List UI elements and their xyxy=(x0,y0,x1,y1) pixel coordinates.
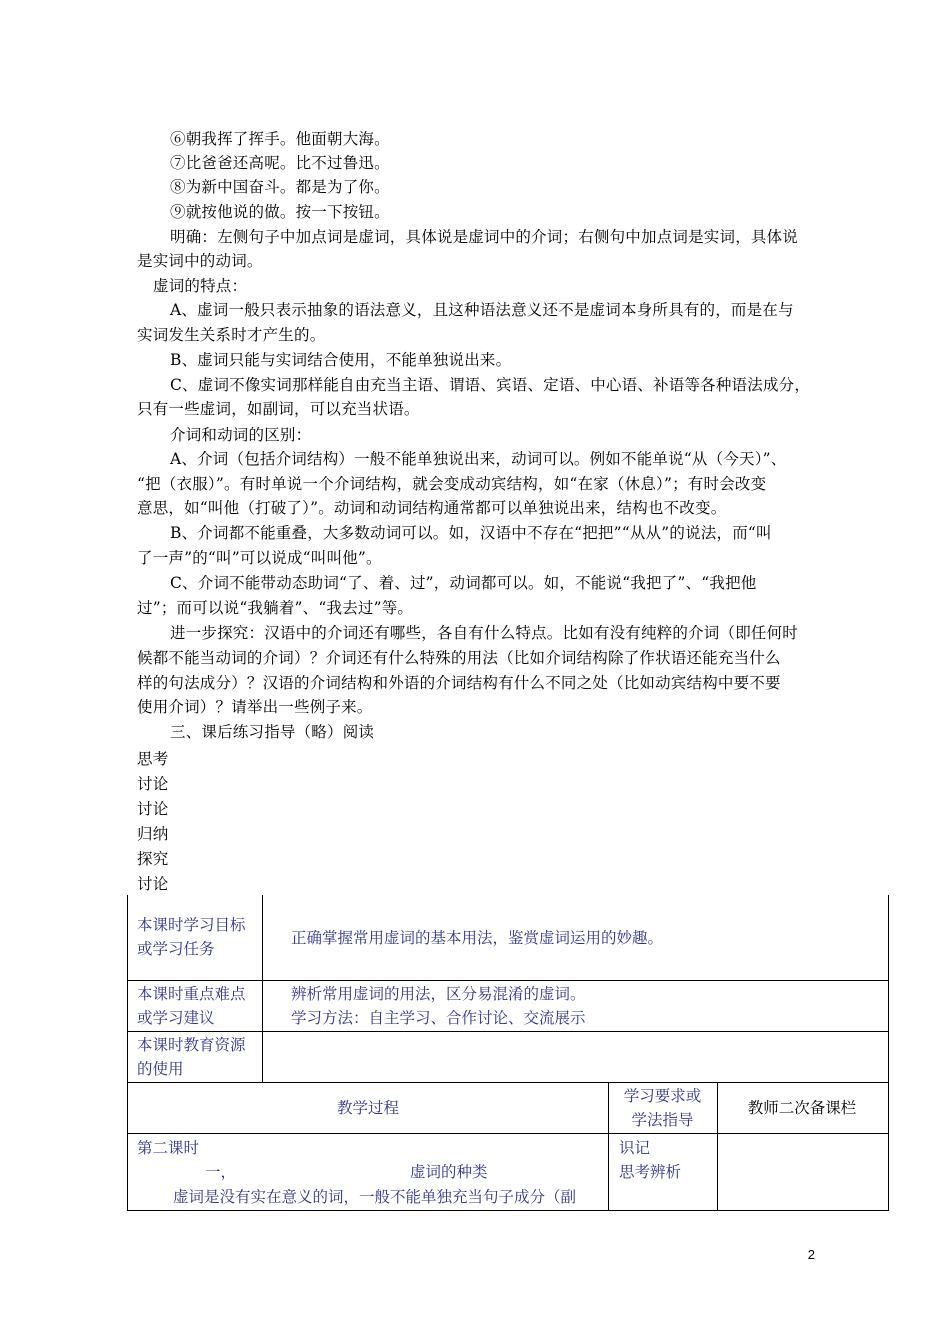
key-text-line-2: 学习方法：自主学习、合作讨论、交流展示 xyxy=(291,1009,586,1027)
feature-c-line-2: 只有一些虚词，如副词，可以充当状语。 xyxy=(137,400,420,418)
section-3: 三、课后练习指导（略）阅读 xyxy=(170,723,375,741)
goal-label xyxy=(137,913,246,961)
key-text-line-1: 辨析常用虚词的用法，区分易混淆的虚词。 xyxy=(291,985,586,1003)
divider xyxy=(262,895,263,980)
key-text xyxy=(291,982,586,1030)
further-line-2: 候都不能当动词的介词）？介词还有什么特殊的用法（比如介词结构除了作状语还能充当什么 xyxy=(137,649,781,667)
resource-label-line-2: 的使用 xyxy=(137,1060,184,1078)
resource-label xyxy=(137,1033,246,1081)
diff-a-line-3: 意思，如“叫他（打破了）”。动词和动词结构通常都可以单独说出来，结构也不改变。 xyxy=(137,499,727,517)
clarify-line-1: 明确：左侧句子中加点词是虚词，具体说是虚词中的介词；右侧句中加点词是实词，具体说 xyxy=(170,228,799,246)
example-8: ⑧为新中国奋斗。都是为了你。 xyxy=(170,178,390,196)
diff-title: 介词和动词的区别： xyxy=(170,426,312,444)
key-label xyxy=(137,982,246,1030)
divider xyxy=(262,1032,263,1082)
side-label: 思考 xyxy=(137,750,169,768)
example-7: ⑦比爸爸还高呢。比不过鲁迅。 xyxy=(170,154,390,172)
requirement-line-2: 思考辨析 xyxy=(619,1163,682,1181)
side-label: 探究 xyxy=(137,850,169,868)
diff-b-line-2: 了一声”的“叫”可以说成“叫叫他”。 xyxy=(137,549,382,567)
side-label: 讨论 xyxy=(137,875,169,893)
side-label: 归纳 xyxy=(137,825,169,843)
header-requirement-line-2: 学法指导 xyxy=(631,1111,694,1129)
example-9: ⑨就按他说的做。按一下按钮。 xyxy=(170,203,390,221)
resource-row xyxy=(128,1032,888,1083)
goal-label-line-2: 或学习任务 xyxy=(137,940,215,958)
requirement-line-1: 识记 xyxy=(619,1139,651,1157)
item-text: 虚词是没有实在意义的词，一般不能单独充当句子成分（副 xyxy=(173,1188,577,1206)
diff-c-line-2: 过”；而可以说“我躺着”、“我去过”等。 xyxy=(137,599,414,617)
process-content-row xyxy=(128,1134,888,1210)
key-label-line-1: 本课时重点难点 xyxy=(137,985,246,1003)
diff-a-line-2: “把（衣服）”。有时单说一个介词结构，就会变成动宾结构，如“在家（休息）”；有时会改变 xyxy=(137,475,767,493)
key-row xyxy=(128,981,888,1032)
goal-row xyxy=(128,895,888,981)
feature-a-line-2: 实词发生关系时才产生的。 xyxy=(137,326,326,344)
process-header-row xyxy=(128,1083,888,1134)
divider xyxy=(717,1134,718,1210)
feature-a-line-1: A、虚词一般只表示抽象的语法意义，且这种语法意义还不是虚词本身所具有的，而是在与 xyxy=(170,301,794,319)
header-process: 教学过程 xyxy=(336,1099,399,1117)
item-number: 一， xyxy=(205,1163,237,1181)
further-line-3: 样的句法成分）？汉语的介词结构和外语的介词结构有什么不同之处（比如动宾结构中要不要 xyxy=(137,674,781,692)
resource-label-line-1: 本课时教育资源 xyxy=(137,1036,246,1054)
example-6: ⑥朝我挥了挥手。他面朝大海。 xyxy=(170,130,390,148)
key-label-line-2: 或学习建议 xyxy=(137,1009,215,1027)
lesson-plan-table xyxy=(127,895,889,1211)
page-number: 2 xyxy=(807,1247,815,1262)
feature-c-line-1: C、虚词不像实词那样能自由充当主语、谓语、宾语、定语、中心语、补语等各种语法成分， xyxy=(170,376,811,394)
goal-text: 正确掌握常用虚词的基本用法，鉴赏虚词运用的妙趣。 xyxy=(291,929,664,947)
divider xyxy=(608,1134,609,1210)
header-teacher: 教师二次备课栏 xyxy=(747,1099,857,1117)
diff-b-line-1: B、介词都不能重叠，大多数动词可以。如，汉语中不存在“把把”“从从”的说法，而“叫 xyxy=(170,524,772,542)
further-line-1: 进一步探究：汉语中的介词还有哪些，各自有什么特点。比如有没有纯粹的介词（即任何时 xyxy=(170,624,799,642)
feature-b: B、虚词只能与实词结合使用，不能单独说出来。 xyxy=(170,351,512,369)
diff-c-line-1: C、介词不能带动态助词“了、着、过”，动词都可以。如，不能说“我把了”、“我把他 xyxy=(170,574,757,592)
lesson-label: 第二课时 xyxy=(137,1139,200,1157)
requirement-text xyxy=(619,1136,681,1184)
header-requirement xyxy=(608,1084,717,1132)
diff-a-line-1: A、介词（包括介词结构）一般不能单独说出来，动词可以。例如不能单说“从（今天）”、 xyxy=(170,450,787,468)
side-label: 讨论 xyxy=(137,800,169,818)
side-label: 讨论 xyxy=(137,775,169,793)
further-line-4: 使用介词）？请举出一些例子来。 xyxy=(137,698,373,716)
divider xyxy=(262,981,263,1031)
item-title: 虚词的种类 xyxy=(410,1163,488,1181)
goal-label-line-1: 本课时学习目标 xyxy=(137,916,246,934)
header-requirement-line-1: 学习要求或 xyxy=(623,1087,702,1105)
clarify-line-2: 是实词中的动词。 xyxy=(137,252,263,270)
feature-title: 虚词的特点： xyxy=(153,277,248,295)
